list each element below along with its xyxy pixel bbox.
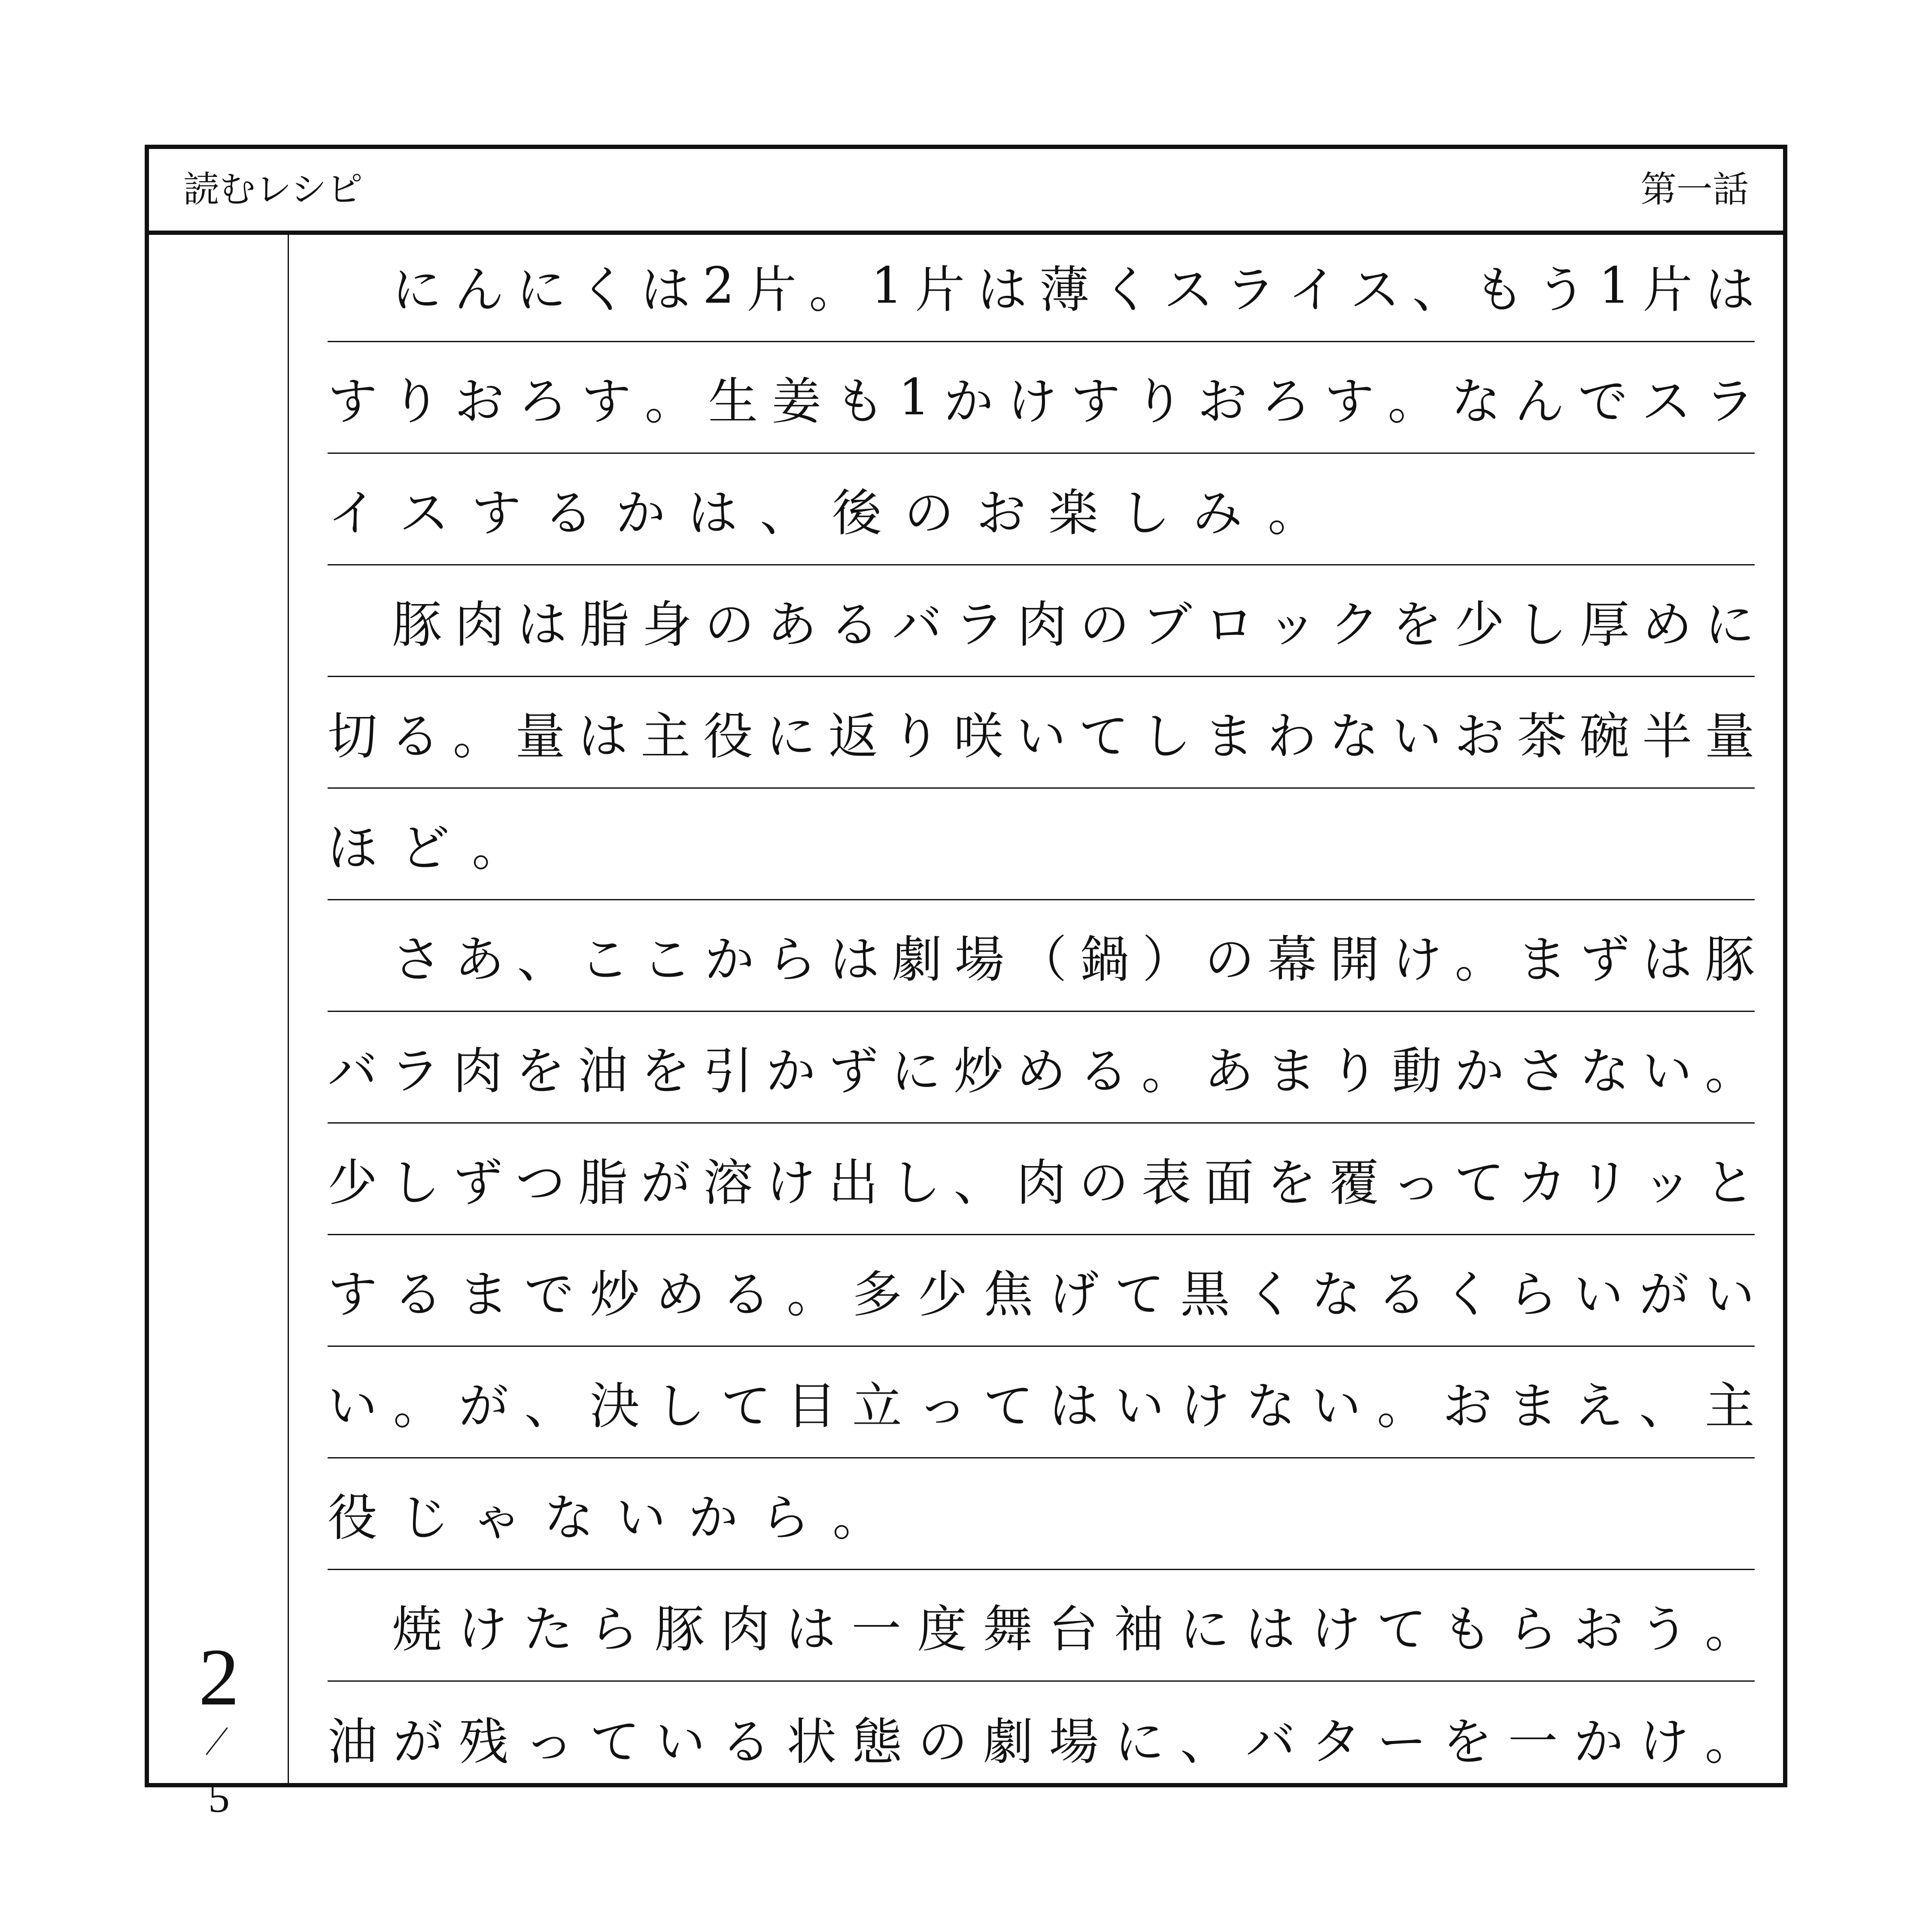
text-line: 焼 け た ら 豚 肉 は 一 度 舞 台 袖 に は け て も ら お う 。 — [328, 1570, 1755, 1682]
text-line: 油 が 残 っ て い る 状 態 の 劇 場 に 、 バ タ ー を 一 か け 。 — [328, 1713, 1755, 1771]
total-page-count: 5 — [208, 1774, 230, 1821]
text-line: す り お ろ す 。 生 姜 も 1 か け す り お ろ す 。 な ん で ス ラ — [328, 342, 1755, 454]
chapter-title: 第一話 — [1640, 168, 1749, 210]
text-line: 豚 肉 は 脂 身 の あ る バ ラ 肉 の ブ ロ ッ ク を 少 し 厚 め に — [328, 565, 1755, 677]
text-line: 少 し ず つ 脂 が 溶 け 出 し 、 肉 の 表 面 を 覆 っ て カ リ ッ と — [328, 1124, 1755, 1235]
page-header — [149, 149, 1783, 235]
book-title: 読むレシピ — [183, 168, 363, 210]
text-line: イスするかは、後のお楽しみ。 — [328, 454, 1755, 565]
text-line: さ あ 、 こ こ か ら は 劇 場 （ 鍋 ） の 幕 開 け 。 ま ず は 豚 — [328, 900, 1755, 1012]
text-line: ほど。 — [328, 789, 1755, 900]
page-number-sidebar — [149, 231, 289, 1821]
text-line: バ ラ 肉 を 油 を 引 か ず に 炒 め る 。 あ ま り 動 か さ な い 。 — [328, 1012, 1755, 1124]
recipe-text — [328, 231, 1755, 1793]
text-line: い 。 が 、 決 し て 目 立 っ て は い け な い 。 お ま え 、 主 — [328, 1347, 1755, 1458]
page-slash-divider — [206, 1727, 228, 1755]
text-line: に ん に く は 2 片 。 1 片 は 薄 く ス ラ イ ス 、 も う 1 片 は — [328, 231, 1755, 342]
text-line: す る ま で 炒 め る 。 多 少 焦 げ て 黒 く な る く ら い が い — [328, 1235, 1755, 1347]
page-frame — [145, 145, 1787, 1821]
current-page-number: 2 — [198, 1632, 240, 1722]
text-line: 切 る 。 量 は 主 役 に 返 り 咲 い て し ま わ な い お 茶 碗 半 量 — [328, 677, 1755, 789]
text-line: 役じゃないから。 — [328, 1458, 1755, 1570]
